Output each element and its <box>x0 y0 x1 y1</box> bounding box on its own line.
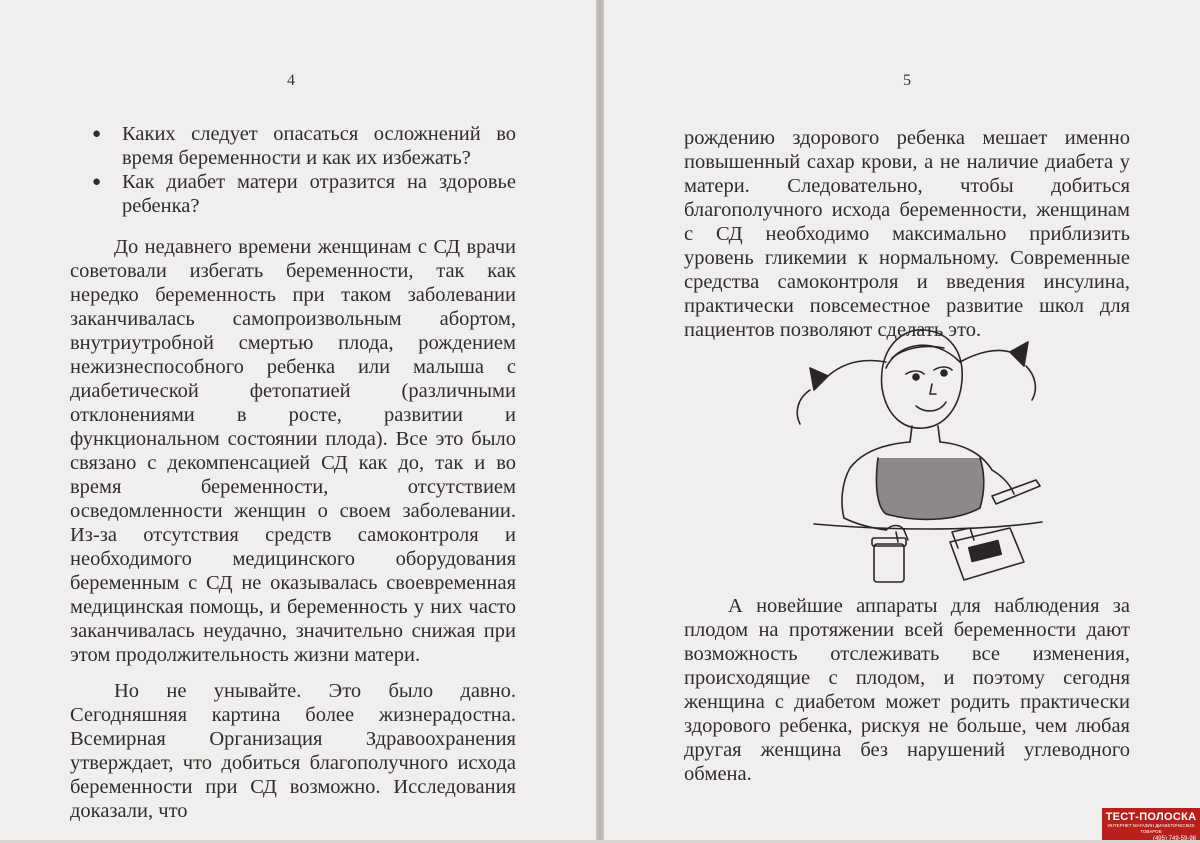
right-text-column-top <box>684 126 1130 342</box>
bullet-icon: ● <box>92 174 102 190</box>
shop-watermark-logo <box>1102 808 1200 840</box>
right-page <box>604 0 1200 840</box>
girl-with-glucose-meter-drawing-icon <box>774 318 1054 588</box>
watermark-tagline: ИНТЕРНЕТ МАГАЗИН ДИАБЕТИЧЕСКИХ ТОВАРОВ <box>1107 823 1195 834</box>
page-number: 5 <box>903 72 911 89</box>
left-text-column <box>70 122 516 823</box>
list-item-text: Каких следует опасаться осложнений во время беременности и как их избежать? <box>122 123 516 169</box>
list-item-text: Как диабет матери отразится на здоровье ребенка? <box>122 171 516 217</box>
left-page <box>0 0 596 840</box>
page-number: 4 <box>287 72 295 89</box>
list-item <box>70 170 516 218</box>
paragraph: Но не унывайте. Это было давно. Сегодняшняя картина более жизнерадостна. Всемирная Организация Здравоохранения утверждает, что добиться благополучного исхода беременности при СД возможно. Исследования доказали, что <box>70 680 516 822</box>
list-item <box>70 122 516 170</box>
paragraph: До недавнего времени женщинам с СД врачи советовали избегать беременности, так как нередко беременность при таком заболевании заканчивалась самопроизвольным абортом, внутриутробной смертью плода, рождением нежизнеспособного ребенка или малыша с диабетической фетопатией (различными отклонениями в росте, развитии и функциональном состоянии плода). Все это было связано с декомпенсацией СД как до, так и во время беременности, отсутствием осведомленности женщин о своем заболевании. Из-за отсутствия средств самоконтроля и необходимого медицинского оборудования беременным с СД не оказывалась своевременная медицинская помощь, и беременность у них часто заканчивалась неудачно, значительно снижая при этом продолжительность жизни матери. <box>70 236 516 666</box>
question-list <box>70 122 516 218</box>
paragraph: рождению здорового ребенка мешает именно повышенный сахар крови, а не наличие диабета у матери. Следовательно, чтобы добиться благополучного исхода беременности, женщинам с СД необходимо максимально приблизить уровень гликемии к нормальному. Современные средства самоконтроля и введения инсулина, практически повсеместное развитие школ для пациентов позволяют сделать это. <box>684 127 1130 341</box>
watermark-brand: ТЕСТ-ПОЛОСКА <box>1105 811 1197 823</box>
watermark-phone: (495) 749-59-98 <box>1152 836 1196 842</box>
paragraph: А новейшие аппараты для наблюдения за плодом на протяжении всей беременности дают возможность отслеживать все изменения, происходящие с плодом, и поэтому сегодня женщина с диабетом может родить практически здорового ребенка, рискуя не больше, чем любая другая женщина без нарушений углеводного обмена. <box>684 595 1130 785</box>
bullet-icon: ● <box>92 126 102 142</box>
right-text-column-bottom <box>684 594 1130 786</box>
book-spine <box>596 0 604 840</box>
